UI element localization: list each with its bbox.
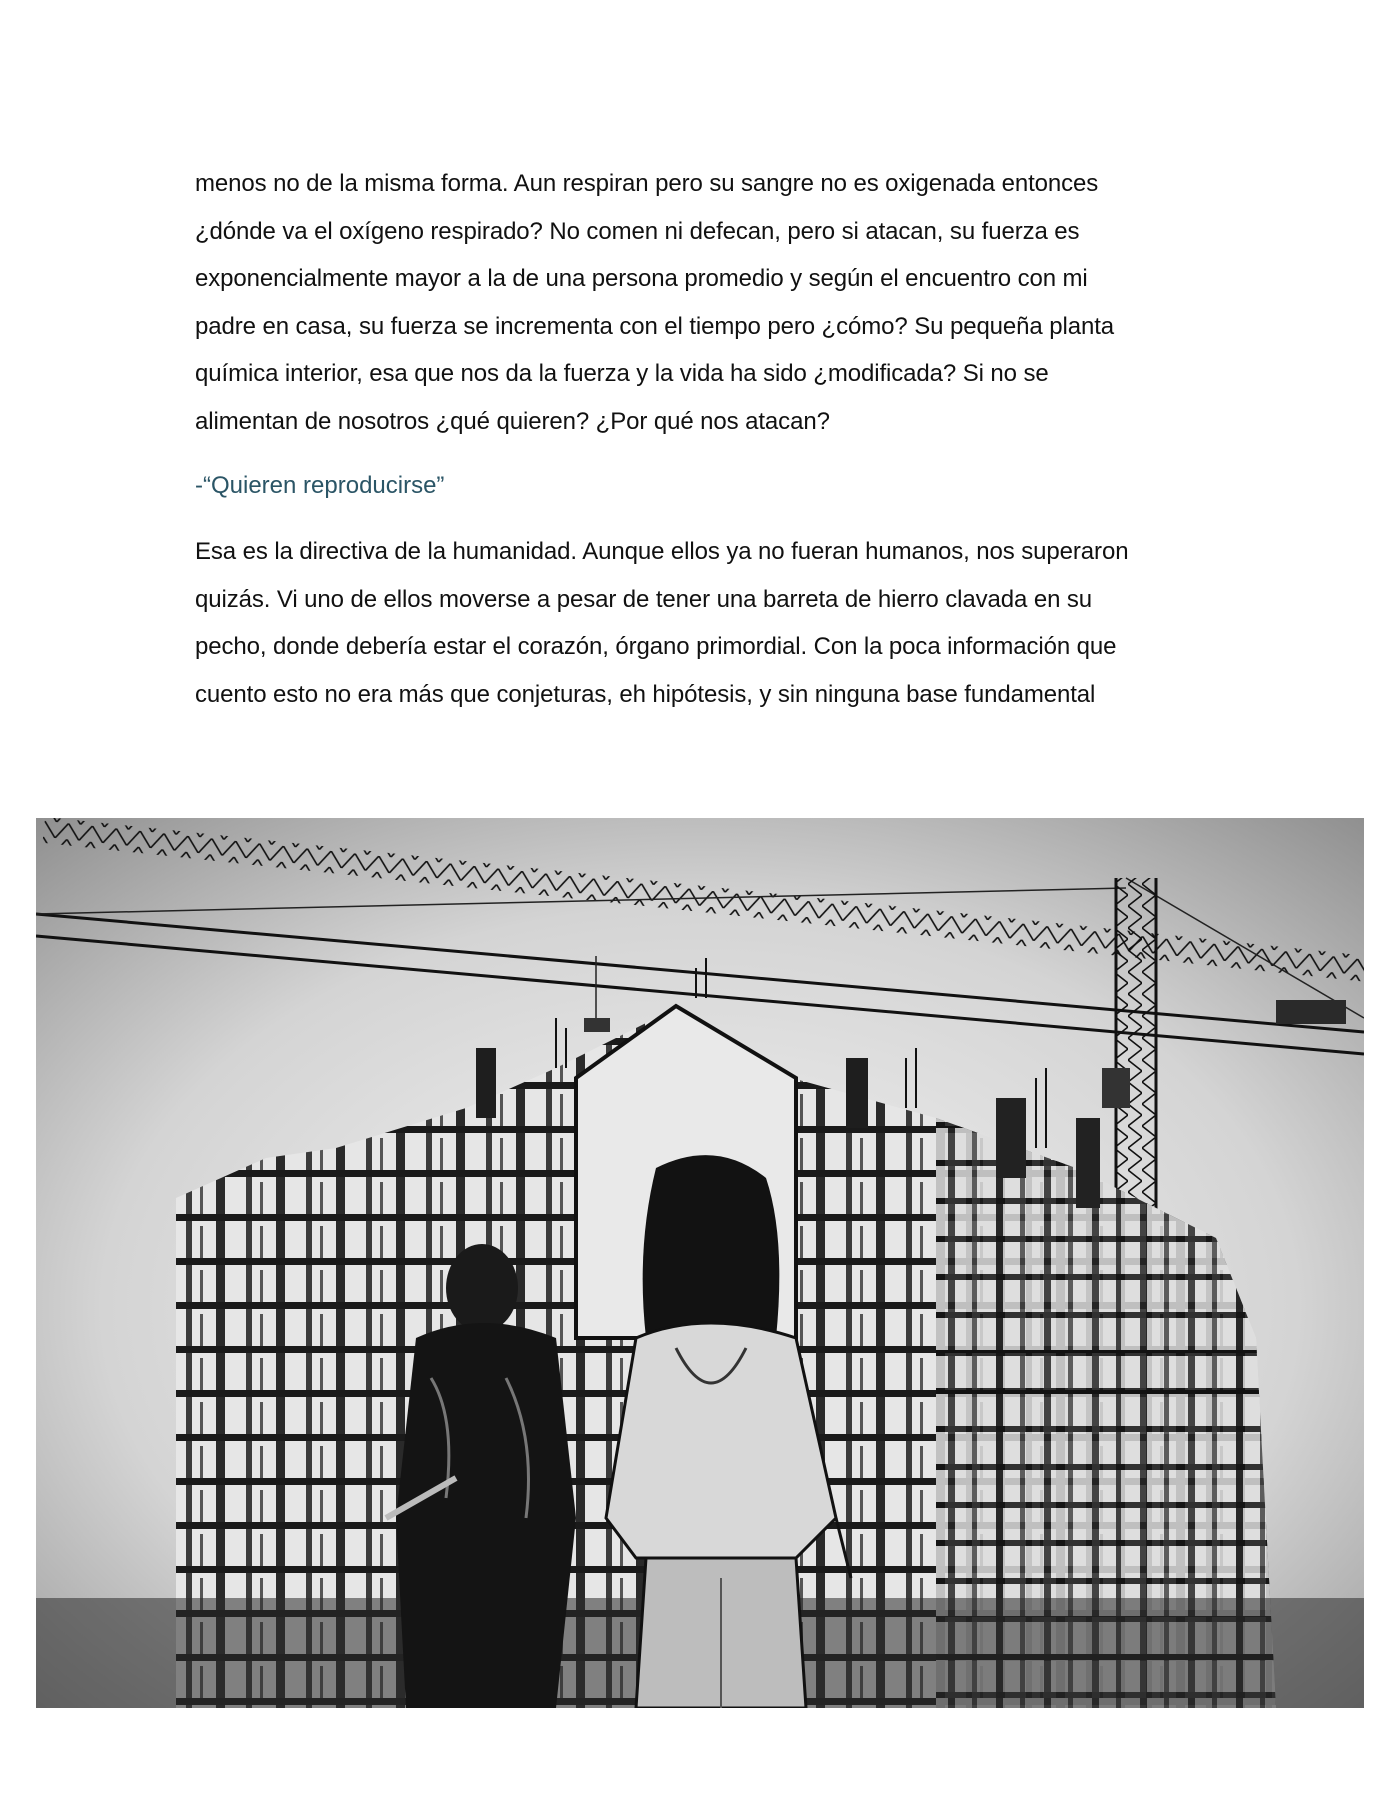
illustration-svg <box>36 818 1364 1708</box>
paragraph-line: química interior, esa que nos da la fuerza y la vida ha sido ¿modificada? Si no se <box>195 360 1049 387</box>
paragraph-line: quizás. Vi uno de ellos moverse a pesar de tener una barreta de hierro clavada en su <box>195 585 1093 613</box>
paragraph-line: alimentan de nosotros ¿qué quieren? ¿Por qué nos atacan? <box>195 407 830 435</box>
paragraph-line: Esa es la directiva de la humanidad. Aunque ellos ya no fueran humanos, nos superaron <box>195 538 1129 565</box>
paragraph-2 <box>195 528 1225 718</box>
paragraph-line: ¿dónde va el oxígeno respirado? No comen ni defecan, pero si atacan, su fuerza es <box>195 217 1080 245</box>
paragraph-line: menos no de la misma forma. Aun respiran pero su sangre no es oxigenada entonces <box>195 170 1099 197</box>
paragraph-line: pecho, donde debería estar el corazón, órgano primordial. Con la poca información que <box>195 633 1117 660</box>
paragraph-line: exponencialmente mayor a la de una persona promedio y según el encuentro con mi <box>195 265 1088 292</box>
paragraph-1 <box>195 160 1225 445</box>
dialogue-line: -“Quieren reproducirse” <box>195 472 445 499</box>
paragraph-line: padre en casa, su fuerza se incrementa con el tiempo pero ¿cómo? Su pequeña planta <box>195 312 1115 340</box>
illustration-construction-scene <box>36 818 1364 1708</box>
paragraph-line: cuento esto no era más que conjeturas, eh hipótesis, y sin ninguna base fundamental <box>195 680 1096 708</box>
